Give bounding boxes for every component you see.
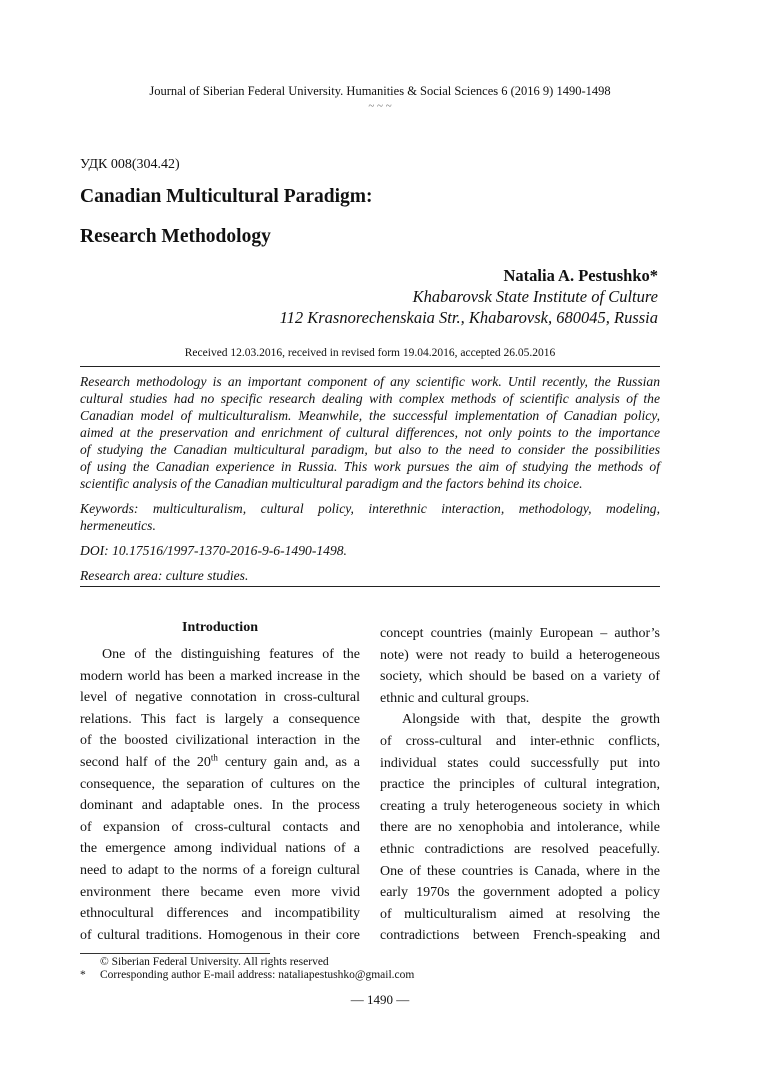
body-column-left [80, 644, 360, 946]
body-line: ethnocultural differences and incompatibility [80, 906, 360, 922]
body-line: society, which should be based on a variety of [380, 669, 660, 685]
body-line: environment there became even more vivid [80, 884, 360, 900]
body-line: practice the principles of cultural integration, [380, 777, 660, 793]
footnote-text: © Siberian Federal University. All rights reserved [100, 956, 329, 968]
body-line: concept countries (mainly European – author’s [380, 626, 660, 641]
article-title-line-2: Research Methodology [80, 226, 271, 247]
footnote-email [80, 969, 414, 981]
footnote-rule [80, 953, 270, 954]
body-line [80, 752, 360, 774]
body-line: individual states could successfully put into [380, 755, 660, 771]
body-line: One of these countries is Canada, where in the [380, 863, 660, 879]
abstract-line: of studying the Canadian multicultural paradigm, but also to the need to consider the possibilities [80, 442, 660, 457]
keywords-line: hermeneutics. [80, 518, 156, 533]
body-line: Alongside with that, despite the growth [402, 712, 660, 728]
author-affiliation: Khabarovsk State Institute of Culture [412, 287, 658, 306]
body-line: dominant and adaptable ones. In the process [80, 798, 360, 814]
abstract-line: scientific analysis of the Canadian multicultural paradigm and the factors behind its choice. [80, 476, 583, 491]
author-address: 112 Krasnorechenskaia Str., Khabarovsk, 680045, Russia [279, 308, 658, 327]
body-line: early 1970s the government adopted a policy [380, 885, 660, 901]
footnote-mark: * [80, 969, 86, 981]
body-line: of the boosted civilizational interaction in the [80, 733, 360, 749]
abstract-line: of using the Canadian experience in Russia. This work pursues the aim of studying the methods of [80, 459, 660, 474]
body-line: contradictions between French-speaking and [380, 928, 660, 944]
abstract-bottom-rule [80, 586, 660, 587]
abstract-line: Canadian model of multiculturalism. Meanwhile, the successful implementation of Canadian policy, [80, 408, 660, 423]
body-line: creating a truly heterogeneous society in which [380, 798, 660, 814]
body-line: modern world has been a marked increase in the [80, 668, 360, 684]
body-line: of multiculturalism aimed at resolving the [380, 906, 660, 922]
page-number: — 1490 — [350, 992, 410, 1007]
journal-header: Journal of Siberian Federal University. Humanities & Social Sciences 6 (2016 9) 1490-1498 [149, 84, 611, 98]
body-line: ethnic contradictions are resolved peacefully. [380, 841, 660, 857]
research-area: Research area: culture studies. [80, 568, 249, 583]
abstract-line: Research methodology is an important component of any scientific work. Until recently, the Russian [80, 374, 660, 389]
body-column-right [380, 623, 660, 947]
abstract-line: aimed at the preservation and enrichment of cultural differences, not only points to the importance [80, 425, 660, 440]
header-separator: ~ ~ ~ [368, 100, 392, 112]
footnote-copyright [80, 956, 329, 968]
abstract [80, 373, 660, 592]
abstract-text [80, 373, 660, 492]
body-line: consequence, the separation of cultures on the [80, 776, 360, 792]
body-line: need to adapt to the norms of a foreign cultural [80, 862, 360, 878]
article-title-line-1: Canadian Multicultural Paradigm: [80, 186, 373, 207]
body-line: One of the distinguishing features of the [102, 647, 360, 662]
keywords [80, 500, 660, 534]
body-line: note) were not ready to build a heterogeneous [380, 647, 660, 663]
section-heading-introduction: Introduction [182, 620, 258, 635]
body-line: of expansion of cross-cultural contacts and [80, 819, 360, 835]
abstract-top-rule [80, 366, 660, 367]
abstract-line: cultural studies had no specific research dealing with complex methods of scientific analysis of the [80, 391, 660, 406]
body-line: of cultural traditions. Homogenous in their core [80, 927, 360, 943]
body-line: ethnic and cultural groups. [380, 690, 530, 706]
footnote-text: Corresponding author E-mail address: nataliapestushko@gmail.com [100, 969, 415, 981]
received-dates: Received 12.03.2016, received in revised form 19.04.2016, accepted 26.05.2016 [184, 347, 556, 359]
doi: DOI: 10.17516/1997-1370-2016-9-6-1490-1498. [80, 543, 347, 558]
body-line: the emergence among individual nations of a [80, 841, 360, 857]
udk-code: УДК 008(304.42) [80, 157, 180, 172]
body-line: there are no xenophobia and intolerance, while [380, 820, 660, 836]
superscript: th [210, 752, 218, 763]
body-line: level of negative connotation in cross-cultural [80, 690, 360, 706]
body-text: century gain and, as a [217, 754, 360, 770]
body-line: relations. This fact is largely a consequence [80, 711, 360, 727]
body-line: of cross-cultural and inter-ethnic conflicts, [380, 733, 660, 749]
body-text: second half of the 20 [80, 754, 211, 770]
keywords-line: Keywords: multiculturalism, cultural policy, interethnic interaction, methodology, modeling, [80, 501, 660, 516]
author-name: Natalia A. Pestushko* [503, 266, 658, 285]
